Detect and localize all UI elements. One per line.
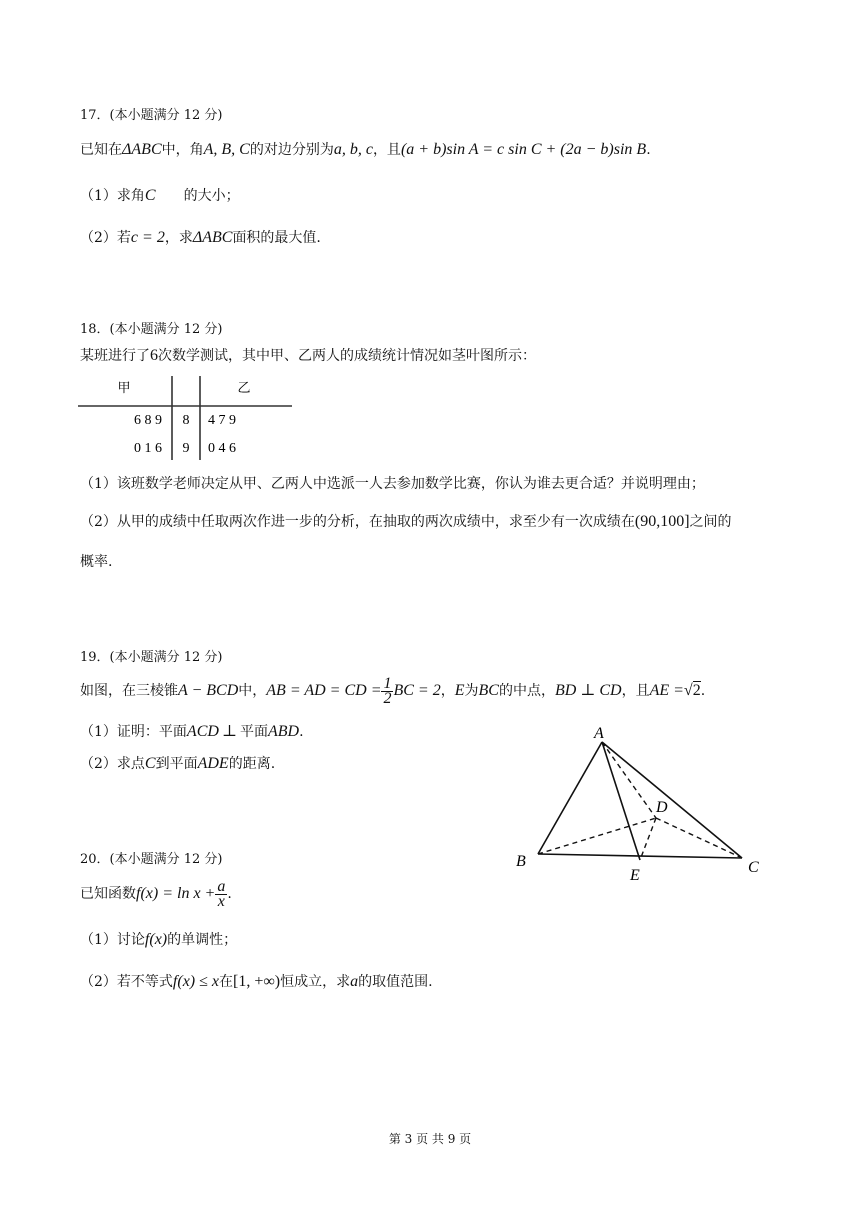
q20-stem-text: 已知函数 (80, 886, 136, 902)
q20-function: f(x) = ln x + (136, 885, 216, 902)
q17-part2-text: ，求 (164, 230, 193, 246)
q17-part1-text: （1）求角 (80, 188, 145, 204)
q20-stem (80, 876, 232, 912)
edge-dc (656, 818, 742, 858)
q19-stem (80, 674, 705, 708)
stem-row1-stem: 8 (182, 413, 190, 428)
q20-inequality: f(x) ≤ x (172, 973, 220, 990)
stem-leaf-plot (78, 374, 310, 462)
q20-header: 20．(本小题满分 12 分) (80, 852, 223, 867)
page-footer: 第 3 页 共 9 页 (388, 1132, 472, 1146)
q20-part2-text: 在 (219, 974, 234, 990)
q17-header: 17．(本小题满分 12 分) (80, 108, 223, 123)
q20-frac-num: a (217, 877, 226, 895)
q19-seg-bc: BC (478, 682, 499, 699)
q20-part2 (80, 972, 433, 992)
stem-left-head: 甲 (117, 381, 131, 396)
q19-eq2: BC = 2 (393, 682, 441, 699)
label-c: C (748, 859, 759, 876)
q19-stem-text: 如图，在三棱锥 (80, 683, 178, 699)
q20-part1-f: f(x) (144, 931, 168, 948)
q19-fraction (381, 674, 393, 707)
q20-var-a: a (350, 973, 359, 990)
edge-ac (602, 742, 742, 858)
q19-plane-abd: ABD (267, 723, 300, 740)
q17-stem-text: 中，角 (161, 142, 204, 158)
label-a: A (594, 725, 604, 742)
label-d: D (656, 799, 668, 816)
q17-stem-text: ，且 (372, 142, 401, 158)
q20-interval: [1, +∞) (233, 973, 281, 990)
q19-stem-text: ， (440, 683, 455, 699)
q20-part1-text: 的单调性； (167, 932, 238, 948)
q19-sqrt-val: 2 (692, 682, 701, 699)
q18-header: 18．(本小题满分 12 分) (80, 322, 223, 337)
q17-part1 (80, 186, 240, 206)
label-e: E (630, 867, 640, 884)
q19-plane-ade: ADE (197, 755, 229, 772)
q19-frac-den: 2 (383, 689, 392, 707)
q17-part2-tri: ΔABC (192, 229, 233, 246)
q19-stem-text: 的中点， (498, 683, 555, 699)
q18-stem-text: 次数学测试，其中甲、乙两人的成绩统计情况如茎叶图所示： (158, 348, 536, 364)
q19-stem-text: 中， (238, 683, 267, 699)
q19-perp: BD ⊥ CD (554, 682, 622, 699)
q18-stem-num: 6 (150, 347, 158, 364)
q19-part2-text: 到平面 (155, 756, 198, 772)
label-b: B (516, 853, 526, 870)
q18-part2 (80, 512, 732, 532)
q19-plane-acd: ACD (186, 723, 219, 740)
q19-period: . (700, 683, 706, 699)
stem-row1-right: 4 7 9 (208, 413, 236, 428)
q20-fraction (215, 877, 227, 910)
q19-point-c: C (144, 755, 156, 772)
q19-point-e: E (454, 682, 465, 699)
q20-part2-text: 的取值范围. (358, 974, 433, 990)
q17-part1-text: 的大小； (183, 188, 240, 204)
q18-part2-cont: 概率. (80, 554, 113, 570)
q20-frac-den: x (217, 892, 225, 910)
edge-de (640, 818, 656, 860)
q17-sides: a, b, c (333, 141, 373, 158)
perp-icon: ⊥ (221, 723, 237, 740)
q17-triangle: ΔABC (122, 141, 162, 158)
q17-part2 (80, 228, 321, 248)
q18-part2-text: （2）从甲的成绩中任取两次作进一步的分析，在抽取的两次成绩中，求至少有一次成绩在 (80, 514, 635, 530)
q20-part1 (80, 930, 237, 950)
q19-part2 (80, 754, 275, 774)
q17-equation: (a + b)sin A = c sin C + (2a − b)sin B (400, 141, 647, 158)
sqrt-icon: √ (683, 682, 693, 699)
q19-part1 (80, 722, 304, 742)
q18-stem-text: 某班进行了 (80, 348, 150, 364)
edge-ae (602, 742, 640, 860)
q20-part2-text: 恒成立，求 (280, 974, 351, 990)
q19-part1-text: 平面 (239, 724, 268, 740)
q19-part1-text: （1）证明：平面 (80, 724, 187, 740)
q18-part2-interval: (90,100] (634, 513, 690, 530)
q19-pyramid: A − BCD (178, 682, 239, 699)
stem-right-head: 乙 (237, 381, 251, 396)
q20-part1-text: （1）讨论 (80, 932, 145, 948)
q19-stem-text: ，且 (621, 683, 650, 699)
q19-period: . (299, 724, 304, 740)
q18-part2-text: 之间的 (689, 514, 732, 530)
q18-stem (80, 346, 536, 366)
q19-stem-text: 为 (464, 683, 479, 699)
q20-part2-text: （2）若不等式 (80, 974, 173, 990)
stem-row2-right: 0 4 6 (208, 441, 236, 456)
q17-stem-text: 已知在 (80, 142, 122, 158)
q18-part1: （1）该班数学老师决定从甲、乙两人中选派一人去参加数学比赛，你认为谁去更合适？并说明理由； (80, 476, 705, 492)
q17-stem-text: 的对边分别为 (249, 142, 334, 158)
q17-part2-text: （2）若 (80, 230, 131, 246)
stem-row1-left: 6 8 9 (134, 413, 162, 428)
q17-part2-eq: c = 2 (130, 229, 165, 246)
q17-part2-text: 面积的最大值. (232, 230, 321, 246)
q17-angles: A, B, C (203, 141, 250, 158)
q20-period: . (227, 886, 232, 902)
q19-eq1: AB = AD = CD = (266, 682, 382, 699)
q19-part2-text: （2）求点 (80, 756, 145, 772)
q19-header: 19．(本小题满分 12 分) (80, 650, 223, 665)
q17-stem (80, 140, 651, 160)
q17-part1-var: C (144, 187, 156, 204)
stem-row2-stem: 9 (182, 441, 190, 456)
q19-ae: AE = (649, 682, 684, 699)
stem-row2-left: 0 1 6 (134, 441, 162, 456)
q19-frac-num: 1 (383, 674, 392, 692)
q19-part2-text: 的距离. (228, 756, 276, 772)
pyramid-figure (510, 720, 780, 890)
q17-period: . (646, 142, 651, 158)
